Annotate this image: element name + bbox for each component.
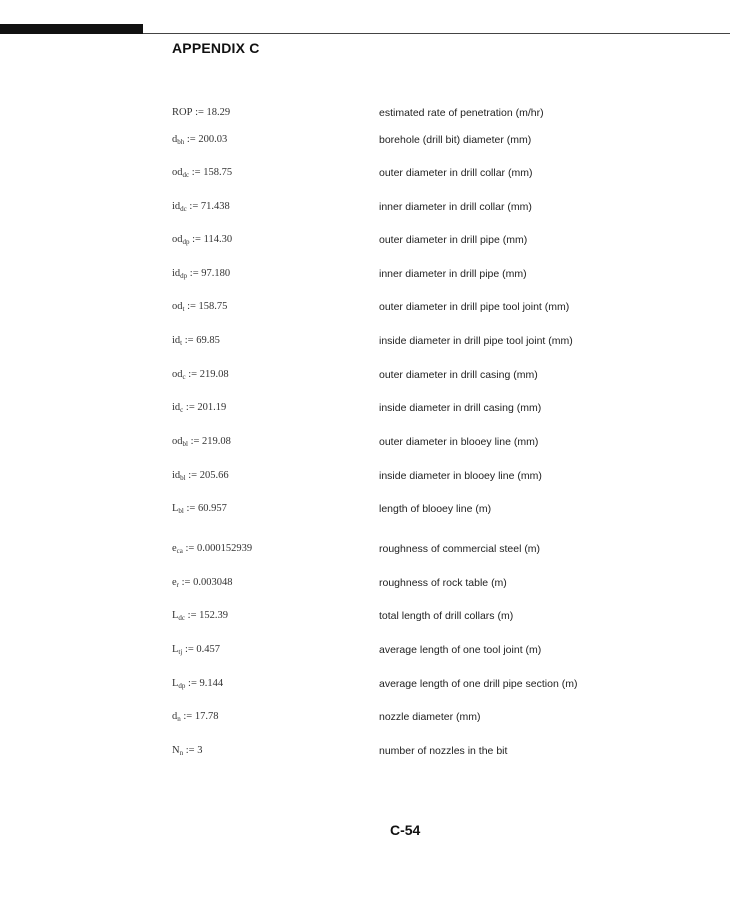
variable-description: roughness of rock table (m) [379,577,507,589]
assignment-operator: := [187,436,203,447]
variable-definition [172,503,227,515]
assignment-operator: := [192,107,207,118]
variable-value: 60.957 [197,503,227,514]
assignment-operator: := [185,369,200,380]
variable-definition [172,436,231,448]
variable-subscript: dp [180,272,188,280]
assignment-operator: := [184,134,199,145]
variable-description: borehole (drill bit) diameter (mm) [379,134,532,146]
variable-description: number of nozzles in the bit [379,745,508,757]
variable-subscript: t [182,305,185,313]
assignment-operator: := [185,470,200,481]
variable-row [0,543,730,563]
variable-value: 0.003048 [193,577,233,588]
variable-row [0,335,730,355]
variable-symbol: od [172,369,183,380]
assignment-operator: := [179,577,194,588]
variable-row [0,503,730,523]
variable-description: length of blooey line (m) [379,503,492,515]
variable-subscript: bl [182,440,188,448]
variable-subscript: bh [177,138,185,146]
assignment-operator: := [184,301,199,312]
variable-symbol: e [172,543,177,554]
variable-symbol: L [172,644,179,655]
variable-definition [172,167,232,179]
variable-symbol: id [172,470,181,481]
variable-subscript: dp [178,682,186,690]
variable-row [0,470,730,490]
variable-value: 158.75 [203,167,233,178]
variable-description: outer diameter in drill pipe tool joint (mm) [379,301,570,313]
assignment-operator: := [187,268,202,279]
variable-definition [172,644,220,656]
variable-value: 200.03 [198,134,228,145]
variable-subscript: dc [180,205,187,213]
variable-value: 0.000152939 [196,543,253,554]
assignment-operator: := [183,745,198,756]
variable-row [0,201,730,221]
variable-definition [172,301,227,313]
variable-symbol: id [172,201,181,212]
assignment-operator: := [182,335,197,346]
variable-row [0,402,730,422]
variable-description: outer diameter in drill collar (mm) [379,167,533,179]
variable-value: 97.180 [201,268,231,279]
variable-description: inside diameter in drill casing (mm) [379,402,542,414]
variable-description: inside diameter in blooey line (mm) [379,470,542,482]
assignment-operator: := [183,503,198,514]
variable-row [0,678,730,698]
variable-symbol: e [172,577,177,588]
variable-value: 71.438 [200,201,230,212]
variable-definition [172,470,229,482]
variable-symbol: N [172,745,180,756]
variable-value: 9.144 [199,678,224,689]
variable-symbol: id [172,402,181,413]
variable-definition [172,543,252,555]
variable-symbol: L [172,503,179,514]
variable-symbol: L [172,610,179,621]
variable-definition [172,369,229,381]
variable-value: 69.85 [196,335,220,346]
variable-symbol: d [172,711,178,722]
variable-subscript: dc [182,171,190,179]
variable-symbol: id [172,335,181,346]
variable-row [0,577,730,597]
variable-symbol: id [172,268,181,279]
variable-row [0,745,730,765]
variable-row [0,134,730,154]
variable-subscript: dc [178,614,186,622]
assignment-operator: := [182,543,197,554]
variable-description: inner diameter in drill pipe (mm) [379,268,527,280]
variable-subscript: ca [176,547,183,555]
variable-row [0,268,730,288]
variable-row [0,644,730,664]
variable-description: outer diameter in drill pipe (mm) [379,234,528,246]
assignment-operator: := [182,644,197,655]
variable-row [0,167,730,187]
variable-value: 0.457 [196,644,221,655]
variable-definition [172,268,230,280]
variable-definition [172,678,223,690]
variable-row [0,436,730,456]
variable-subscript: bl [180,474,186,482]
variable-value: 158.75 [198,301,228,312]
page-number: C-54 [390,822,421,838]
variable-value: 219.08 [202,436,231,447]
assignment-operator: := [180,711,195,722]
variable-definition [172,201,230,213]
variable-symbol: od [172,234,183,245]
variable-value: 219.08 [199,369,229,380]
variable-description: outer diameter in blooey line (mm) [379,436,539,448]
variable-symbol: ROP [172,107,193,118]
page-title: APPENDIX C [172,40,260,56]
variable-description: total length of drill collars (m) [379,610,514,622]
variable-value: 17.78 [194,711,219,722]
variable-value: 201.19 [197,402,227,413]
variable-subscript: t [180,339,183,347]
variable-subscript: dp [182,238,190,246]
variable-description: nozzle diameter (mm) [379,711,481,723]
variable-subscript: c [182,373,186,381]
variable-definition [172,711,218,723]
variable-definition [172,234,232,246]
variable-subscript: n [179,749,184,757]
variable-row [0,301,730,321]
variable-row [0,234,730,254]
variable-definition [172,335,220,347]
variable-definition [172,610,228,622]
variable-row [0,610,730,630]
variable-definition [172,107,230,119]
variable-row [0,711,730,731]
variable-symbol: od [172,167,183,178]
variable-subscript: r [176,581,180,589]
variable-subscript: bl [178,507,184,515]
variable-description: roughness of commercial steel (m) [379,543,541,555]
variable-description: estimated rate of penetration (m/hr) [379,107,544,119]
variable-value: 114.30 [203,234,233,245]
variable-definition [172,402,226,414]
variable-value: 205.66 [199,470,229,481]
variable-description: average length of one drill pipe section (m) [379,678,578,690]
assignment-operator: := [189,234,204,245]
variable-symbol: L [172,678,179,689]
variable-symbol: od [172,301,183,312]
variable-definition [172,134,227,146]
assignment-operator: := [186,201,201,212]
assignment-operator: := [183,402,198,413]
variable-description: average length of one tool joint (m) [379,644,542,656]
variable-definition [172,577,232,589]
variable-subscript: c [180,406,184,414]
variable-value: 18.29 [206,107,231,118]
variable-definition [172,745,202,757]
variable-symbol: od [172,436,183,447]
variable-symbol: d [172,134,178,145]
assignment-operator: := [185,610,200,621]
variable-description: inner diameter in drill collar (mm) [379,201,532,213]
assignment-operator: := [189,167,204,178]
variable-subscript: n [177,715,181,723]
variable-row [0,107,730,127]
assignment-operator: := [185,678,200,689]
variable-subscript: tj [178,648,183,656]
variable-description: outer diameter in drill casing (mm) [379,369,538,381]
variable-value: 3 [197,745,203,756]
variable-row [0,369,730,389]
variable-description: inside diameter in drill pipe tool joint (mm) [379,335,573,347]
variable-value: 152.39 [199,610,228,621]
